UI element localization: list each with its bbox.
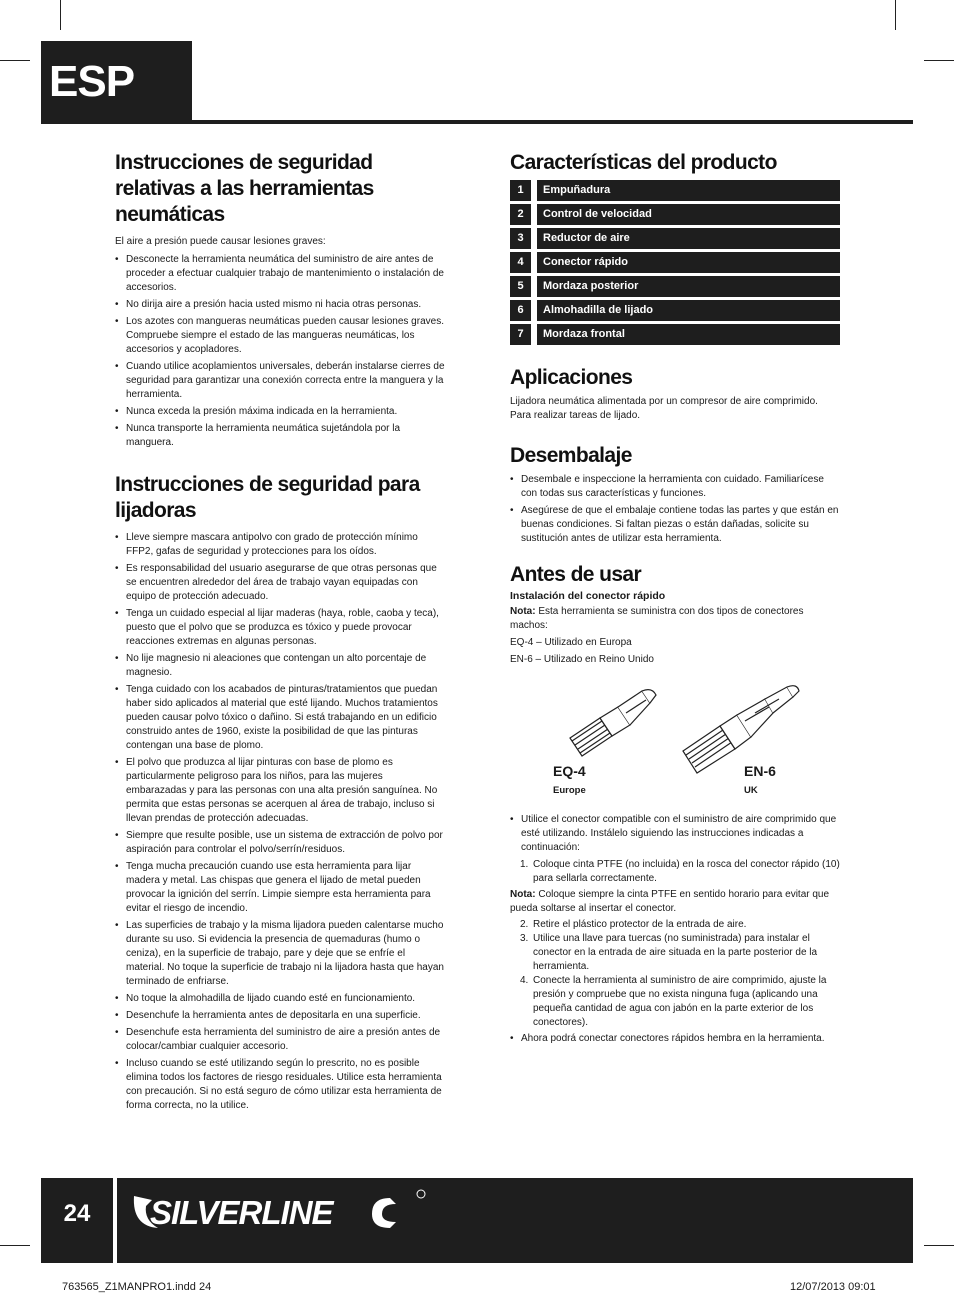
note-label: Nota: (510, 889, 536, 900)
step-number: 1. (520, 859, 529, 870)
eq4-line: EQ-4 – Utilizado en Europa (510, 637, 632, 648)
list-item: • No dirija aire a presión hacia usted mismo ni hacia otras personas. (115, 298, 445, 312)
step-number: 2. (520, 919, 529, 930)
list-item: • Desconecte la herramienta neumática del suministro de aire antes de proceder a efectuar cualquier trabajo de mantenimiento o instalación de accesorios. (115, 253, 445, 295)
feature-label: Almohadilla de lijado (537, 300, 840, 321)
section-title: Instrucciones de seguridad relativas a las herramientas neumáticas (115, 151, 374, 226)
feature-row (510, 276, 840, 297)
right-column (510, 150, 840, 1060)
feature-number: 5 (510, 276, 531, 297)
section-title: Desembalaje (510, 444, 632, 467)
feature-label: Mordaza frontal (537, 324, 840, 345)
list-item: • Siempre que resulte posible, use un sistema de extracción de polvo por aspiración para controlar el polvo/serrín/residuos. (115, 829, 445, 857)
bullet-list (510, 813, 840, 855)
pneumatic-safety-section (115, 150, 445, 450)
subsection-title: Instalación del conector rápido (510, 590, 666, 602)
eq4-region: Europe (553, 785, 586, 796)
list-item: • Utilice el conector compatible con el suministro de aire comprimido que esté utilizando. Instálelo siguiendo las instrucciones indicadas a continuación: (510, 813, 840, 855)
header-rule (41, 120, 913, 124)
eq4-label: EQ-4 (553, 763, 586, 779)
crop-mark (0, 1245, 30, 1246)
section-title: Aplicaciones (510, 366, 633, 389)
eq4-connector-illustration (560, 683, 670, 773)
steps-list (520, 918, 840, 1030)
list-item: • Lleve siempre mascara antipolvo con grado de protección mínimo FFP2, gafas de seguridad y protecciones para los oídos. (115, 531, 445, 559)
note-text: Coloque siempre la cinta PTFE en sentido horario para evitar que pueda soltarse al insertar el conector. (510, 889, 830, 914)
crop-mark (60, 0, 61, 30)
features-table (510, 180, 840, 345)
list-item: • Las superficies de trabajo y la misma lijadora pueden calentarse mucho durante su uso. Si evidencia la presencia de quemaduras (humo o ceniza), en la superficie de trabajo, pare y deje que se enfríe el material. No toque la superficie de trabajo ni la lijadora hasta que hayan terminado de enfriarse. (115, 919, 445, 989)
brand-name: SILVERLINE (150, 1194, 333, 1231)
list-item: • Es responsabilidad del usuario asegurarse de que otras personas que se encuentren alrededor del área de trabajo vayan equipadas con equipo de protección adecuado. (115, 562, 445, 604)
feature-row (510, 300, 840, 321)
before-use-section (510, 562, 840, 1046)
connectors-figure (510, 681, 840, 801)
step-item (520, 918, 840, 932)
note-line (510, 605, 840, 633)
en6-line: EN-6 – Utilizado en Reino Unido (510, 654, 654, 665)
features-section (510, 150, 840, 345)
slug-filename: 763565_Z1MANPRO1.indd 24 (62, 1281, 212, 1293)
brand-logo-icon (128, 1186, 428, 1236)
bullet-list (510, 1032, 840, 1046)
feature-row (510, 180, 840, 201)
feature-label: Empuñadura (537, 180, 840, 201)
list-item: • Ahora podrá conectar conectores rápidos hembra en la herramienta. (510, 1032, 840, 1046)
feature-number: 3 (510, 228, 531, 249)
step-item (520, 932, 840, 974)
list-item: • Asegúrese de que el embalaje contiene todas las partes y que están en buenas condiciones. Si faltan piezas o están dañadas, solicite su sustitución antes de utilizar esta herramienta. (510, 504, 840, 546)
feature-number: 2 (510, 204, 531, 225)
list-item: • Tenga mucha precaución cuando use esta herramienta para lijar madera y metal. Las chispas que genera el lijado de metal pueden provocar la ignición del serrín. Limpie siempre esta herramienta para evitar el riesgo de incendio. (115, 860, 445, 916)
feature-row (510, 252, 840, 273)
list-item: • Desenchufe esta herramienta del suministro de aire a presión antes de colocar/cambiar cualquier accesorio. (115, 1026, 445, 1054)
list-item: • Nunca transporte la herramienta neumática sujetándola por la manguera. (115, 422, 445, 450)
list-item: • Nunca exceda la presión máxima indicada en la herramienta. (115, 405, 445, 419)
feature-label: Conector rápido (537, 252, 840, 273)
list-item: • Incluso cuando se esté utilizando según lo prescrito, no es posible elimina todos los factores de riesgo residuales. Utilice esta herramienta con precaución. Si no está seguro de cómo utilizar esta herramienta de forma correcta, no la utilice. (115, 1057, 445, 1113)
step-item (520, 974, 840, 1030)
applications-text: Lijadora neumática alimentada por un compresor de aire comprimido. Para realizar tareas de lijado. (510, 396, 818, 421)
step-text: Utilice una llave para tuercas (no suministrada) para instalar el conector en la entrada de aire situada en la parte posterior de la herramienta. (533, 933, 818, 972)
section-title: Instrucciones de seguridad para lijadoras (115, 473, 420, 522)
list-item: • Tenga un cuidado especial al lijar maderas (haya, roble, caoba y teca), puesto que el polvo que se produzca es tóxico y puede provocar reacciones extremas en algunas personas. (115, 607, 445, 649)
bullet-list (510, 473, 840, 546)
note-text: Esta herramienta se suministra con dos tipos de conectores machos: (510, 606, 804, 631)
sander-safety-section (115, 472, 445, 1113)
step-item (520, 858, 840, 886)
feature-row (510, 204, 840, 225)
feature-number: 1 (510, 180, 531, 201)
en6-label: EN-6 (744, 763, 776, 779)
section-title: Características del producto (510, 151, 777, 174)
silverline-logo (128, 1186, 428, 1241)
crop-mark (895, 0, 896, 30)
language-tab: ESP (41, 41, 192, 123)
slug-datetime: 12/07/2013 09:01 (790, 1281, 876, 1293)
list-item: • No toque la almohadilla de lijado cuando esté en funcionamiento. (115, 992, 445, 1006)
step-number: 4. (520, 975, 529, 986)
list-item: • Tenga cuidado con los acabados de pinturas/tratamientos que puedan haber sido aplicados al material que esté lijando. Muchos tratamientos pueden causar polvo tóxico o dañino. Si está trabajando en un edificio construido antes de 1960, existe la posibilidad de que las pinturas contengan una base de plomo. (115, 683, 445, 753)
feature-number: 6 (510, 300, 531, 321)
feature-number: 7 (510, 324, 531, 345)
step-number: 3. (520, 933, 529, 944)
crop-mark (0, 60, 30, 61)
page-number: 24 (63, 1200, 91, 1227)
list-item: • Los azotes con mangueras neumáticas pueden causar lesiones graves. Compruebe siempre el estado de las mangueras neumáticas, los accesorios y acopladores. (115, 315, 445, 357)
left-column (115, 150, 445, 1127)
list-item: • El polvo que produzca al lijar pinturas con base de plomo es particularmente peligroso para los niños, para las mujeres embarazadas y para las personas con una alta presión sanguínea. No permita que estas personas se acerquen al área de trabajo, incluso si llevan prendas de protección adecuadas. (115, 756, 445, 826)
step-text: Coloque cinta PTFE (no incluida) en la rosca del conector rápido (10) para sellarla correctamente. (533, 859, 840, 884)
feature-row (510, 324, 840, 345)
feature-label: Control de velocidad (537, 204, 840, 225)
en6-region: UK (744, 785, 758, 796)
feature-label: Mordaza posterior (537, 276, 840, 297)
steps-list (520, 858, 840, 886)
note-line (510, 888, 840, 916)
list-item: • No lije magnesio ni aleaciones que contengan un alto porcentaje de magnesio. (115, 652, 445, 680)
step-text: Conecte la herramienta al suministro de aire comprimido, ajuste la presión y compruebe que no exista ninguna fuga (aplicando una pequeña cantidad de agua con jabón en la parte exterior de los conectores). (533, 975, 827, 1028)
feature-number: 4 (510, 252, 531, 273)
list-item: • Desenchufe la herramienta antes de depositarla en una superficie. (115, 1009, 445, 1023)
crop-mark (924, 60, 954, 61)
bullet-list (115, 253, 445, 450)
feature-label: Reductor de aire (537, 228, 840, 249)
applications-section (510, 365, 840, 423)
footer-divider (113, 1178, 117, 1263)
list-item: • Desembale e inspeccione la herramienta con cuidado. Familiarícese con todas sus características y funciones. (510, 473, 840, 501)
section-intro: El aire a presión puede causar lesiones graves: (115, 236, 326, 247)
unpacking-section (510, 443, 840, 546)
step-text: Retire el plástico protector de la entrada de aire. (533, 919, 747, 930)
feature-row (510, 228, 840, 249)
crop-mark (924, 1245, 954, 1246)
section-title: Antes de usar (510, 563, 642, 586)
bullet-list (115, 531, 445, 1113)
note-label: Nota: (510, 606, 536, 617)
list-item: • Cuando utilice acoplamientos universales, deberán instalarse cierres de seguridad para garantizar una conexión correcta entre la manguera y la herramienta. (115, 360, 445, 402)
